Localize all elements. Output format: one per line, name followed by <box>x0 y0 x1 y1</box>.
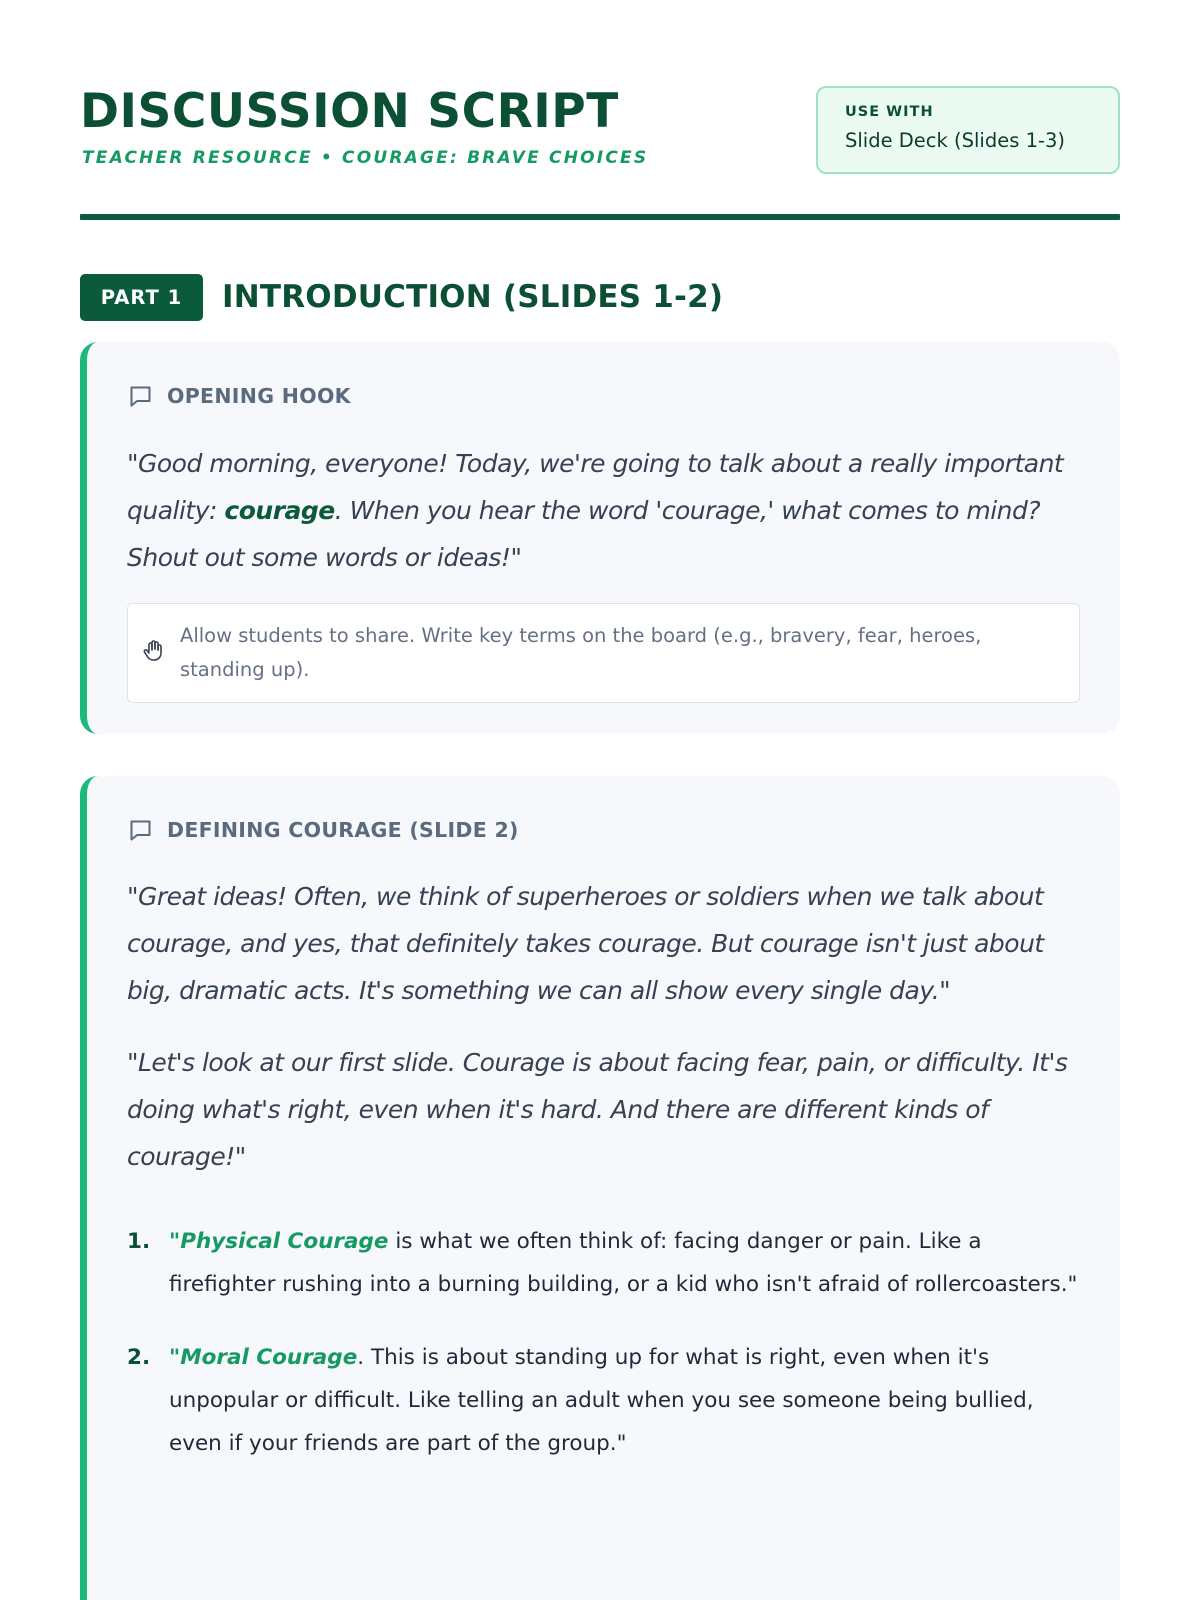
defining-courage-card <box>80 776 1120 1600</box>
section-title: INTRODUCTION (SLIDES 1-2) <box>222 279 724 315</box>
list-text: is what we often think of: facing danger or pain. Like a firefighter rushing into a burning building, or a kid who isn't afraid of rollercoasters." <box>169 1229 1078 1297</box>
page-subtitle: TEACHER RESOURCE • COURAGE: BRAVE CHOICES <box>82 148 649 168</box>
card-label-text: DEFINING COURAGE (SLIDE 2) <box>167 818 519 842</box>
card-label-text: OPENING HOOK <box>167 384 351 408</box>
speech-bubble-icon <box>127 817 154 844</box>
list-number: 2. <box>127 1345 151 1370</box>
teacher-note-text: Allow students to share. Write key terms on the board (e.g., bravery, fear, heroes, standing up). <box>180 624 982 681</box>
header-divider <box>80 214 1120 220</box>
page-header <box>80 84 1120 174</box>
list-term: "Moral Courage <box>169 1345 358 1370</box>
quote-emphasis: courage <box>224 496 335 525</box>
speech-bubble-icon <box>127 383 154 410</box>
use-with-label: USE WITH <box>845 104 934 120</box>
card-quote: "Great ideas! Often, we think of superheroes or soldiers when we talk about courage, and yes, that definitely takes courage. But courage isn't just about big, dramatic acts. It's something we can all show every single day." <box>127 882 1044 1005</box>
raised-hand-icon <box>142 638 166 664</box>
courage-types-list <box>127 1220 1080 1465</box>
card-quote <box>127 440 1080 581</box>
card-label <box>127 816 1080 844</box>
use-with-value: Slide Deck (Slides 1-3) <box>845 129 1066 152</box>
card-label <box>127 382 1080 410</box>
list-number: 1. <box>127 1229 151 1254</box>
section-heading <box>80 274 1120 322</box>
teacher-note <box>127 603 1080 703</box>
page-title: DISCUSSION SCRIPT <box>80 84 619 139</box>
use-with-box <box>816 86 1120 174</box>
quote-text: "Good morning, everyone! Today, we're going to talk about a really important quality: <box>127 449 1064 525</box>
quote-text: . When you hear the word 'courage,' what comes to mind? Shout out some words or ideas!" <box>127 496 1041 572</box>
list-item <box>127 1336 1080 1465</box>
opening-hook-card <box>80 342 1120 734</box>
list-item <box>127 1220 1080 1306</box>
list-text: . This is about standing up for what is right, even when it's unpopular or difficult. Like telling an adult when you see someone being bullied, even if your friends are part of the group." <box>169 1345 1034 1456</box>
list-term: "Physical Courage <box>169 1229 389 1254</box>
card-quote: "Let's look at our first slide. Courage is about facing fear, pain, or difficulty. It's doing what's right, even when it's hard. And there are different kinds of courage!" <box>127 1048 1068 1171</box>
part-badge: PART 1 <box>80 274 203 321</box>
